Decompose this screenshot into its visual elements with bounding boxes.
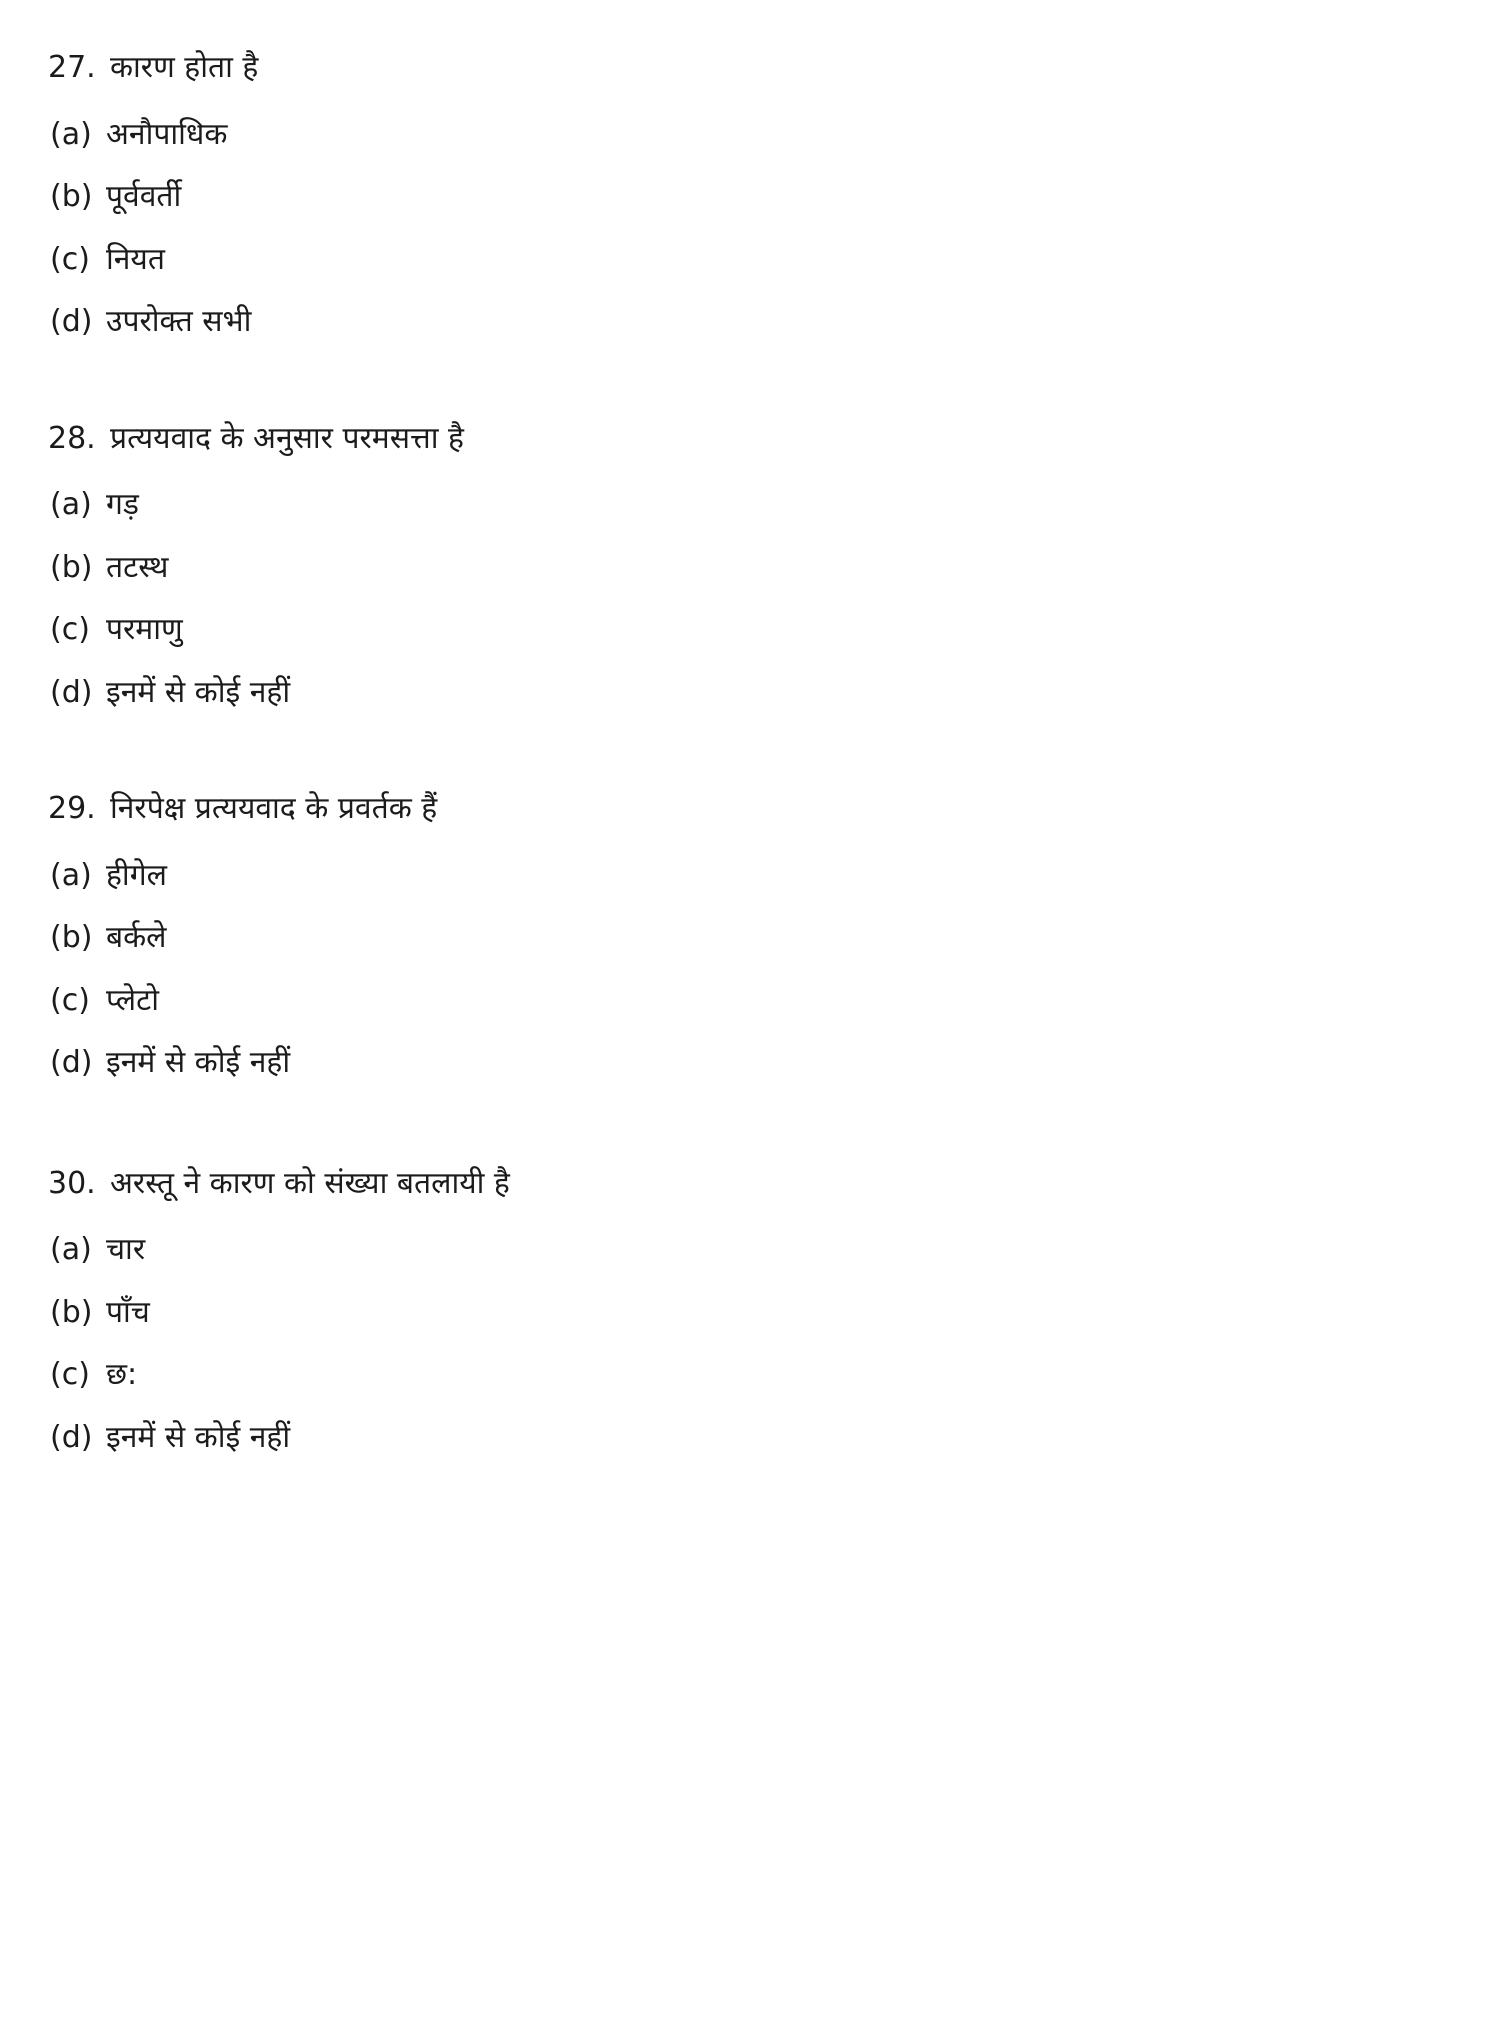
option-label: उपरोक्त सभी [106, 304, 252, 339]
option-key: (d) [50, 1045, 93, 1080]
option-label: छ: [106, 1357, 138, 1392]
option-key: (b) [50, 549, 93, 585]
option-row[interactable] [48, 856, 1445, 897]
option-row[interactable] [48, 115, 1445, 156]
option-label: हीगेल [106, 857, 167, 893]
option-row[interactable] [48, 673, 1445, 714]
option-label: पाँच [106, 1294, 150, 1330]
option-row[interactable] [48, 1043, 1445, 1084]
option-label: प्लेटो [106, 982, 160, 1018]
option-label: गड़ [106, 487, 139, 522]
option-row[interactable] [48, 1418, 1445, 1459]
option-label: अनौपाधिक [106, 116, 228, 152]
option-label: बर्कले [106, 920, 167, 955]
question-block [48, 1164, 1445, 1459]
option-key: (d) [50, 1419, 93, 1455]
question-stem [48, 419, 1445, 460]
option-row[interactable] [48, 981, 1445, 1022]
option-key: (c) [50, 612, 90, 647]
question-block [48, 789, 1445, 1084]
option-label: इनमें से कोई नहीं [106, 1045, 291, 1080]
option-label: पूर्ववर्ती [106, 179, 182, 214]
option-row[interactable] [48, 1230, 1445, 1271]
option-row[interactable] [48, 610, 1445, 651]
option-key: (b) [50, 1294, 93, 1330]
question-stem [48, 48, 1445, 89]
option-label: नियत [106, 241, 165, 277]
option-key: (b) [50, 920, 93, 955]
question-number: 27. [48, 50, 96, 85]
option-row[interactable] [48, 240, 1445, 281]
question-text: अरस्तू ने कारण को संख्या बतलायी है [110, 1165, 510, 1201]
option-label: परमाणु [106, 612, 183, 647]
question-text: निरपेक्ष प्रत्ययवाद के प्रवर्तक हैं [110, 791, 438, 826]
option-row[interactable] [48, 1293, 1445, 1334]
option-row[interactable] [48, 918, 1445, 959]
question-number: 30. [48, 1165, 96, 1201]
option-key: (a) [50, 116, 92, 152]
option-row[interactable] [48, 1355, 1445, 1396]
option-key: (d) [50, 304, 93, 339]
option-key: (c) [50, 982, 90, 1018]
option-key: (d) [50, 674, 93, 710]
option-label: चार [106, 1232, 146, 1267]
option-key: (c) [50, 241, 90, 277]
question-stem [48, 1164, 1445, 1205]
question-block [48, 48, 1445, 343]
question-block [48, 419, 1445, 714]
question-text: कारण होता है [110, 50, 259, 85]
option-key: (a) [50, 857, 92, 893]
option-key: (c) [50, 1357, 90, 1392]
option-label: तटस्थ [106, 549, 169, 585]
option-key: (a) [50, 1232, 92, 1267]
question-number: 29. [48, 791, 96, 826]
option-key: (b) [50, 179, 93, 214]
option-row[interactable] [48, 302, 1445, 343]
option-label: इनमें से कोई नहीं [106, 1419, 291, 1455]
option-row[interactable] [48, 548, 1445, 589]
question-number: 28. [48, 420, 96, 456]
option-label: इनमें से कोई नहीं [106, 674, 291, 710]
option-row[interactable] [48, 177, 1445, 218]
question-stem [48, 789, 1445, 830]
option-row[interactable] [48, 485, 1445, 526]
option-key: (a) [50, 487, 92, 522]
question-text: प्रत्ययवाद के अनुसार परमसत्ता है [110, 420, 464, 456]
